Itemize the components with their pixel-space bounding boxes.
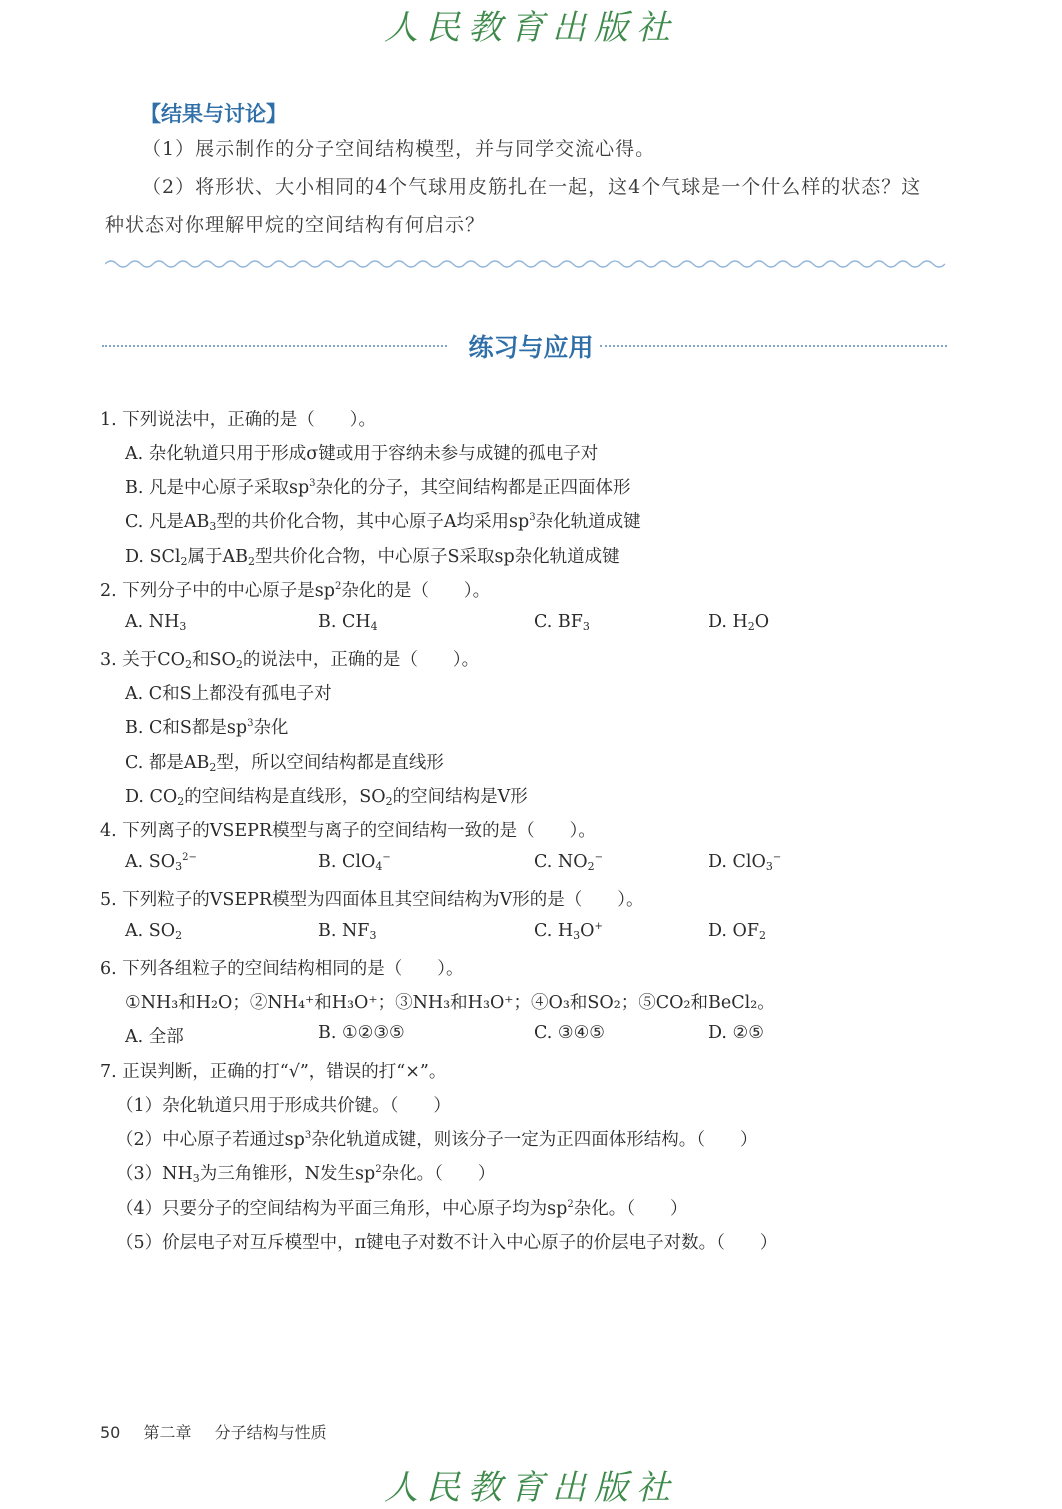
question-2-stem: 2. 下列分子中的中心原子是$sp^2$杂化的是（ ）。 (100, 581, 491, 601)
question-3-option-c: C. 都是$AB_2$型，所以空间结构都是直线形 (125, 753, 444, 774)
page-number: 50 (100, 1423, 121, 1442)
section-title: 练习与应用 (468, 333, 594, 362)
question-2-option-b: B. $CH_4$ (318, 612, 378, 633)
question-7-statement-5: （5）价层电子对互斥模型中，π键电子对数不计入中心原子的价层电子对数。（ ） (116, 1233, 778, 1253)
wave-divider (105, 257, 950, 271)
question-7-statement-1: （1）杂化轨道只用于形成共价键。（ ） (116, 1096, 451, 1116)
question-4-option-c: C. $NO_2^-$ (534, 852, 603, 873)
question-6-option-b: B. ①②③⑤ (318, 1023, 405, 1043)
chapter-title: 分子结构与性质 (214, 1423, 327, 1442)
publisher-logo-top: 人民教育出版社 (384, 8, 678, 48)
question-7-stem: 7. 正误判断，正确的打“√”，错误的打“×”。 (100, 1062, 447, 1082)
question-6-option-c: C. ③④⑤ (534, 1023, 605, 1043)
question-5-option-a: A. $SO_2$ (125, 921, 183, 942)
results-item-2-line-1: （2）将形状、大小相同的4个气球用皮筋扎在一起，这4个气球是一个什么样的状态？这 (142, 176, 922, 198)
question-1-option-b: B. 凡是中心原子采取$sp^3$杂化的分子，其空间结构都是正四面体形 (125, 478, 631, 498)
question-2-option-d: D. $H_2O$ (708, 612, 770, 633)
question-3-option-d: D. $CO_2$的空间结构是直线形，$SO_2$的空间结构是V形 (125, 787, 528, 808)
question-6-option-d: D. ②⑤ (708, 1023, 764, 1043)
question-6-option-a: A. 全部 (125, 1027, 184, 1047)
question-1-option-a: A. 杂化轨道只用于形成σ键或用于容纳未参与成键的孤电子对 (125, 444, 599, 464)
chapter-label: 第二章 (143, 1423, 192, 1442)
question-2-option-a: A. $NH_3$ (125, 612, 187, 633)
question-3-option-a: A. C和S上都没有孤电子对 (125, 684, 332, 704)
publisher-logo-bottom: 人民教育出版社 (384, 1468, 678, 1508)
question-4-option-b: B. ClO$_4$− (318, 852, 391, 873)
question-1-stem: 1. 下列说法中，正确的是（ ）。 (100, 410, 377, 430)
results-item-2-line-2: 种状态对你理解甲烷的空间结构有何启示？ (105, 214, 486, 236)
question-5-option-b: B. $NF_3$ (318, 921, 377, 942)
question-1-option-d: D. SCl$_2$属于$AB_2$型共价化合物，中心原子S采取sp杂化轨道成键 (125, 547, 620, 568)
question-5-option-d: D. $OF_2$ (708, 921, 767, 942)
question-4-option-a: A. $SO_3^{2-}$ (125, 852, 197, 873)
question-3-option-b: B. C和S都是$sp^3$杂化 (125, 718, 289, 738)
results-item-1: （1）展示制作的分子空间结构模型，并与同学交流心得。 (142, 138, 656, 160)
question-3-stem: 3. 关于$CO_2$和$SO_2$的说法中，正确的是（ ）。 (100, 650, 480, 671)
question-4-stem: 4. 下列离子的VSEPR模型与离子的空间结构一致的是（ ）。 (100, 821, 596, 841)
question-1-option-c: C. 凡是$AB_3$型的共价化合物，其中心原子A均采用$sp^3$杂化轨道成键 (125, 512, 641, 533)
results-heading: 【结果与讨论】 (140, 102, 287, 126)
question-2-option-c: C. $BF_3$ (534, 612, 590, 633)
question-4-option-d: D. ClO$_3$− (708, 852, 782, 873)
question-7-statement-2: （2）中心原子若通过$sp^3$杂化轨道成键，则该分子一定为正四面体形结构。（ ） (116, 1130, 758, 1150)
question-6-groups: ①NH₃和H₂O；②NH₄⁺和H₃O⁺；③NH₃和H₃O⁺；④O₃和SO₂；⑤CO₂和BeCl₂。 (125, 993, 775, 1013)
section-rule-right (600, 345, 947, 347)
question-7-statement-4: （4）只要分子的空间结构为平面三角形，中心原子均为$sp^2$杂化。（ ） (116, 1199, 688, 1219)
page-footer (100, 1420, 345, 1443)
question-6-stem: 6. 下列各组粒子的空间结构相同的是（ ）。 (100, 959, 464, 979)
question-5-stem: 5. 下列粒子的VSEPR模型为四面体且其空间结构为V形的是（ ）。 (100, 890, 644, 910)
question-7-statement-3: $(3)NH_3$为三角锥形，N发生$sp^2$杂化。（ ） (116, 1164, 496, 1185)
question-5-option-c: C. $H_3O^+$ (534, 921, 603, 942)
